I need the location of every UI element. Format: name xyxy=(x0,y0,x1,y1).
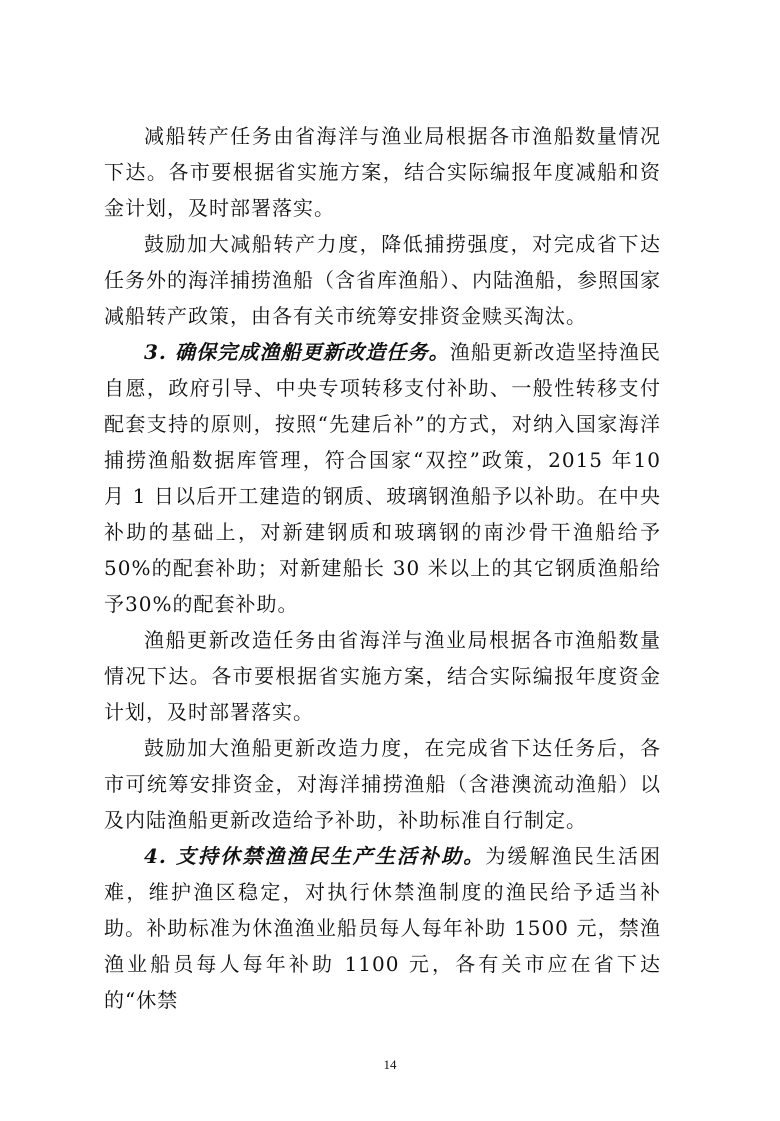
paragraph-5-text: 鼓励加大渔船更新改造力度，在完成省下达任务后，各市可统筹安排资金，对海洋捕捞渔船（含港澳流动渔船）以及内陆渔船更新改造给予补助，补助标准自行制定。 xyxy=(104,736,661,832)
page-number: 14 xyxy=(383,1057,397,1072)
paragraph-4-text: 渔船更新改造任务由省海洋与渔业局根据各市渔船数量情况下达。各市要根据省实施方案，结合实际编报年度资金计划，及时部署落实。 xyxy=(104,628,661,724)
paragraph-4 xyxy=(104,622,661,730)
paragraph-3 xyxy=(104,334,661,622)
paragraph-6-text: 为缓解渔民生活困难，维护渔区稳定，对执行休禁渔制度的渔民给予适当补助。补助标准为休渔渔业船员每人每年补助 1500 元，禁渔渔业船员每人每年补助 1100 元，各有关市应在省下达的“休禁 xyxy=(104,844,661,1012)
section-3-heading: 3. 确保完成渔船更新改造任务。 xyxy=(144,340,450,364)
paragraph-6 xyxy=(104,838,661,1018)
paragraph-5 xyxy=(104,730,661,838)
section-4-heading: 4. 支持休禁渔渔民生产生活补助。 xyxy=(144,844,486,868)
paragraph-1-text: 减船转产任务由省海洋与渔业局根据各市渔船数量情况下达。各市要根据省实施方案，结合实际编报年度减船和资金计划，及时部署落实。 xyxy=(104,124,661,220)
paragraph-1 xyxy=(104,118,661,226)
paragraph-2-text: 鼓励加大减船转产力度，降低捕捞强度，对完成省下达任务外的海洋捕捞渔船（含省库渔船）、内陆渔船，参照国家减船转产政策，由各有关市统筹安排资金赎买淘汰。 xyxy=(104,232,661,328)
paragraph-3-text: 渔船更新改造坚持渔民自愿，政府引导、中央专项转移支付补助、一般性转移支付配套支持的原则，按照“先建后补”的方式，对纳入国家海洋捕捞渔船数据库管理，符合国家“双控”政策，2015 年10 月 1 日以后开工建造的钢质、玻璃钢渔船予以补助。在中央补助的基础上，对新建钢质和玻璃钢的南沙骨干渔船给予50%的配套补助；对新建船长 30 米以上的其它钢质渔船给予30%的配套补助。 xyxy=(104,340,662,616)
paragraph-2 xyxy=(104,226,661,334)
document-body xyxy=(104,118,661,1018)
